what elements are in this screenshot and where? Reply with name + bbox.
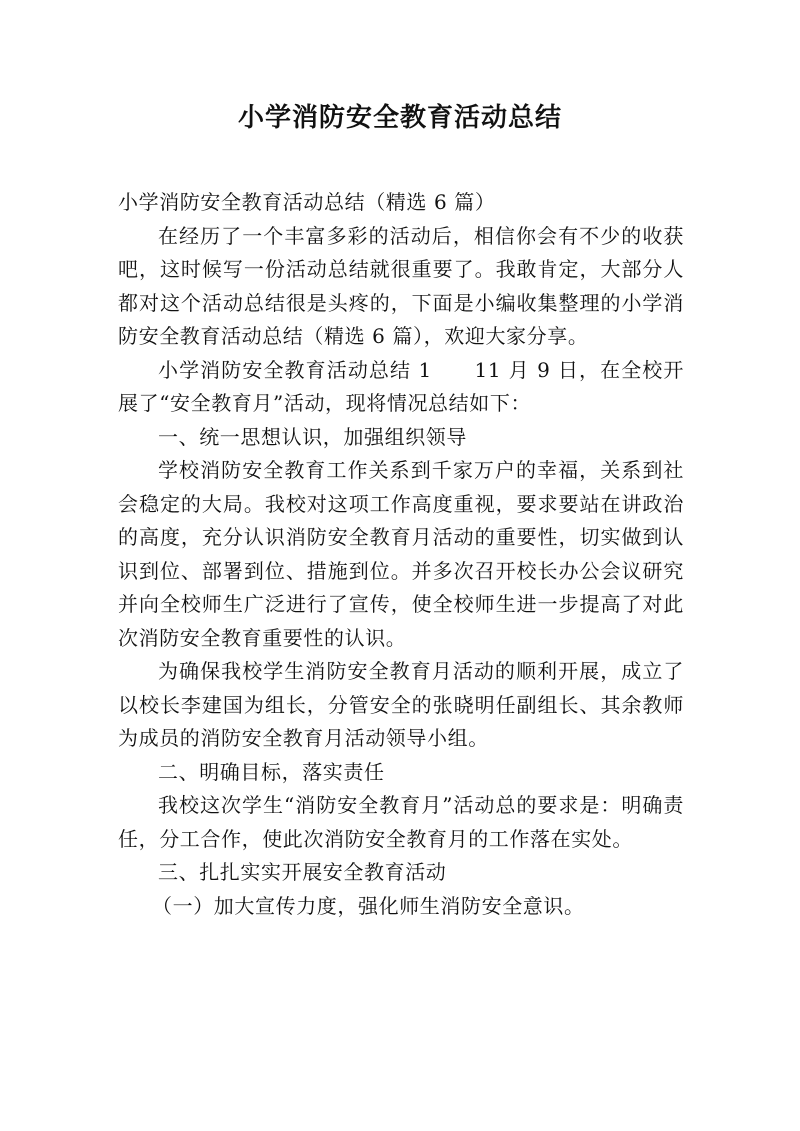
intro-paragraph: 在经历了一个丰富多彩的活动后，相信你会有不少的收获吧，这时候写一份活动总结就很重要了。我敢肯定，大部分人都对这个活动总结很是头疼的，下面是小编收集整理的小学消防安全教育活动总结（精选 6 篇），欢迎大家分享。 [118, 223, 684, 348]
section-heading-1: 一、统一思想认识，加强组织领导 [158, 424, 467, 449]
document-title: 小学消防安全教育活动总结 [237, 103, 562, 133]
body-paragraph: 为确保我校学生消防安全教育月活动的顺利开展，成立了以校长李建国为组长，分管安全的张晓明任副组长、其余教师为成员的消防安全教育月活动领导小组。 [118, 659, 684, 750]
section-heading-2: 二、明确目标，落实责任 [158, 759, 385, 784]
body-paragraph: 我校这次学生“消防安全教育月”活动总的要求是：明确责任，分工合作，使此次消防安全教育月的工作落在实处。 [118, 793, 684, 851]
subsection-heading-1: （一）加大宣传力度，强化师生消防安全意识。 [152, 893, 585, 918]
document-body [118, 186, 684, 923]
summary-1-opening-paragraph: 小学消防安全教育活动总结 1 11 月 9 日，在全校开展了“安全教育月”活动，现将情况总结如下： [118, 357, 684, 415]
subtitle-paragraph: 小学消防安全教育活动总结（精选 6 篇） [118, 190, 496, 214]
section-heading-3: 三、扎扎实实开展安全教育活动 [158, 860, 447, 884]
body-paragraph: 学校消防安全教育工作关系到千家万户的幸福，关系到社会稳定的大局。我校对这项工作高度重视，要求要站在讲政治的高度，充分认识消防安全教育月活动的重要性，切实做到认识到位、部署到位、措施到位。并多次召开校长办公会议研究并向全校师生广泛进行了宣传，使全校师生进一步提高了对此次消防安全教育重要性的认识。 [118, 458, 684, 650]
